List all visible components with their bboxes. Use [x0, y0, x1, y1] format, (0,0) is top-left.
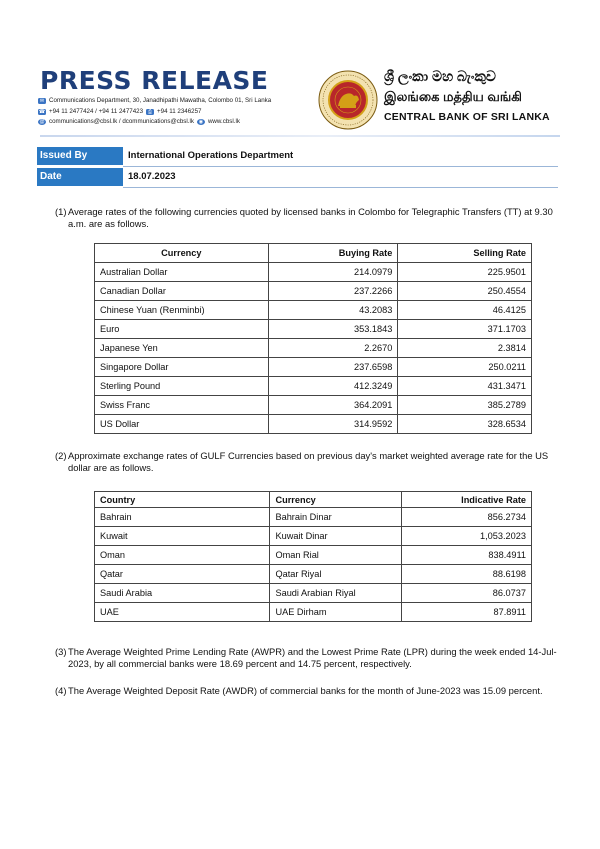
envelope-icon: ✉	[39, 97, 45, 104]
country-cell: Saudi Arabia	[95, 584, 270, 603]
currency-cell: Bahrain Dinar	[270, 508, 402, 527]
table-header-row	[95, 492, 532, 508]
country-cell: Bahrain	[95, 508, 270, 527]
meta-divider	[123, 166, 558, 167]
press-release-title: PRESS RELEASE	[40, 66, 269, 95]
selling-rate-cell: 371.1703	[398, 320, 532, 339]
section-1-body: Average rates of the following currencies quoted by licensed banks in Colombo for Telegraphic Transfers (TT) at 9.30 a.m. are as follows.	[68, 206, 553, 229]
currency-cell: Japanese Yen	[95, 339, 269, 358]
address-line	[38, 97, 271, 104]
buying-rate-cell: 412.3249	[268, 377, 398, 396]
column-header-buying-rate: Buying Rate	[268, 244, 398, 263]
indicative-rate-cell: 87.8911	[402, 603, 532, 622]
email-line	[38, 118, 240, 125]
table-row	[95, 415, 532, 434]
buying-rate-cell: 237.6598	[268, 358, 398, 377]
issued-by-value: International Operations Department	[128, 150, 294, 161]
table-row	[95, 282, 532, 301]
section-2-number: (2)	[55, 450, 67, 461]
table-row	[95, 320, 532, 339]
currency-cell: Swiss Franc	[95, 396, 269, 415]
selling-rate-cell: 250.0211	[398, 358, 532, 377]
web-text[interactable]: www.cbsl.lk	[207, 118, 240, 125]
header-divider	[40, 135, 560, 137]
table-row	[95, 603, 532, 622]
currency-cell: Singapore Dollar	[95, 358, 269, 377]
currency-cell: Australian Dollar	[95, 263, 269, 282]
currency-cell: Qatar Riyal	[270, 565, 402, 584]
fax-icon: ⎙	[148, 108, 153, 115]
email-text[interactable]: communications@cbsl.lk / dcommunications@cbsl.lk	[49, 118, 194, 125]
bank-name-english: CENTRAL BANK OF SRI LANKA	[384, 111, 550, 123]
section-4-text	[55, 685, 560, 697]
buying-rate-cell: 314.9592	[268, 415, 398, 434]
section-1-number: (1)	[55, 206, 67, 217]
buying-rate-cell: 43.2083	[268, 301, 398, 320]
country-cell: Qatar	[95, 565, 270, 584]
table-row	[95, 263, 532, 282]
table-row	[95, 508, 532, 527]
buying-rate-cell: 237.2266	[268, 282, 398, 301]
section-2-text	[55, 450, 560, 474]
table-header-row	[95, 244, 532, 263]
phone-line	[38, 108, 202, 115]
currency-cell: US Dollar	[95, 415, 269, 434]
section-3-text	[55, 646, 560, 670]
bank-name-tamil: இலங்கை மத்திய வங்கி	[384, 89, 522, 104]
section-4-body: The Average Weighted Deposit Rate (AWDR) of commercial banks for the month of June-2023 was 15.09 percent.	[68, 685, 543, 696]
column-header-currency: Currency	[95, 244, 269, 263]
indicative-rate-cell: 856.2734	[402, 508, 532, 527]
column-header-country: Country	[95, 492, 270, 508]
indicative-rate-cell: 86.0737	[402, 584, 532, 603]
currency-cell: UAE Dirham	[270, 603, 402, 622]
table-row	[95, 339, 532, 358]
central-bank-seal-icon	[318, 70, 378, 130]
date-value: 18.07.2023	[128, 171, 176, 182]
currency-cell: Euro	[95, 320, 269, 339]
tt-rates-table	[94, 243, 532, 434]
buying-rate-cell: 2.2670	[268, 339, 398, 358]
phone-icon: ☎	[38, 108, 46, 115]
selling-rate-cell: 2.3814	[398, 339, 532, 358]
table-row	[95, 377, 532, 396]
buying-rate-cell: 214.0979	[268, 263, 398, 282]
table-row	[95, 396, 532, 415]
section-4-number: (4)	[55, 685, 67, 696]
table-row	[95, 584, 532, 603]
country-cell: Kuwait	[95, 527, 270, 546]
column-header-indicative-rate: Indicative Rate	[402, 492, 532, 508]
section-1-text	[55, 206, 560, 230]
currency-cell: Oman Rial	[270, 546, 402, 565]
currency-cell: Kuwait Dinar	[270, 527, 402, 546]
section-2-body: Approximate exchange rates of GULF Currencies based on previous day's market weighted average rate for the US dollar are as follows.	[68, 450, 549, 473]
selling-rate-cell: 385.2789	[398, 396, 532, 415]
section-3-number: (3)	[55, 646, 67, 657]
buying-rate-cell: 364.2091	[268, 396, 398, 415]
currency-cell: Saudi Arabian Riyal	[270, 584, 402, 603]
meta-divider-bottom	[123, 187, 558, 188]
table-row	[95, 565, 532, 584]
indicative-rate-cell: 838.4911	[402, 546, 532, 565]
selling-rate-cell: 328.6534	[398, 415, 532, 434]
column-header-selling-rate: Selling Rate	[398, 244, 532, 263]
buying-rate-cell: 353.1843	[268, 320, 398, 339]
fax-text: +94 11 2346257	[157, 108, 202, 115]
currency-cell: Canadian Dollar	[95, 282, 269, 301]
table-row	[95, 527, 532, 546]
indicative-rate-cell: 88.6198	[402, 565, 532, 584]
issued-by-label: Issued By	[37, 147, 123, 165]
gulf-rates-table	[94, 491, 532, 622]
country-cell: UAE	[95, 603, 270, 622]
selling-rate-cell: 431.3471	[398, 377, 532, 396]
bank-name-sinhala: ශ්‍රී ලංකා මහ බැංකුව	[384, 68, 496, 84]
table-row	[95, 546, 532, 565]
section-3-body: The Average Weighted Prime Lending Rate (AWPR) and the Lowest Prime Rate (LPR) during the week ended 14-Jul-2023, by all commercial banks were 18.69 percent and 14.75 percent, respectively.	[68, 646, 557, 669]
country-cell: Oman	[95, 546, 270, 565]
phone-text: +94 11 2477424 / +94 11 2477423	[49, 108, 144, 115]
table-row	[95, 358, 532, 377]
globe-icon: ◉	[198, 118, 204, 125]
table-row	[95, 301, 532, 320]
currency-cell: Chinese Yuan (Renminbi)	[95, 301, 269, 320]
column-header-currency: Currency	[270, 492, 402, 508]
selling-rate-cell: 46.4125	[398, 301, 532, 320]
at-icon: @	[39, 118, 45, 125]
currency-cell: Sterling Pound	[95, 377, 269, 396]
date-label: Date	[37, 168, 123, 186]
address-text: Communications Department, 30, Janadhipathi Mawatha, Colombo 01, Sri Lanka	[49, 97, 272, 104]
indicative-rate-cell: 1,053.2023	[402, 527, 532, 546]
selling-rate-cell: 250.4554	[398, 282, 532, 301]
selling-rate-cell: 225.9501	[398, 263, 532, 282]
